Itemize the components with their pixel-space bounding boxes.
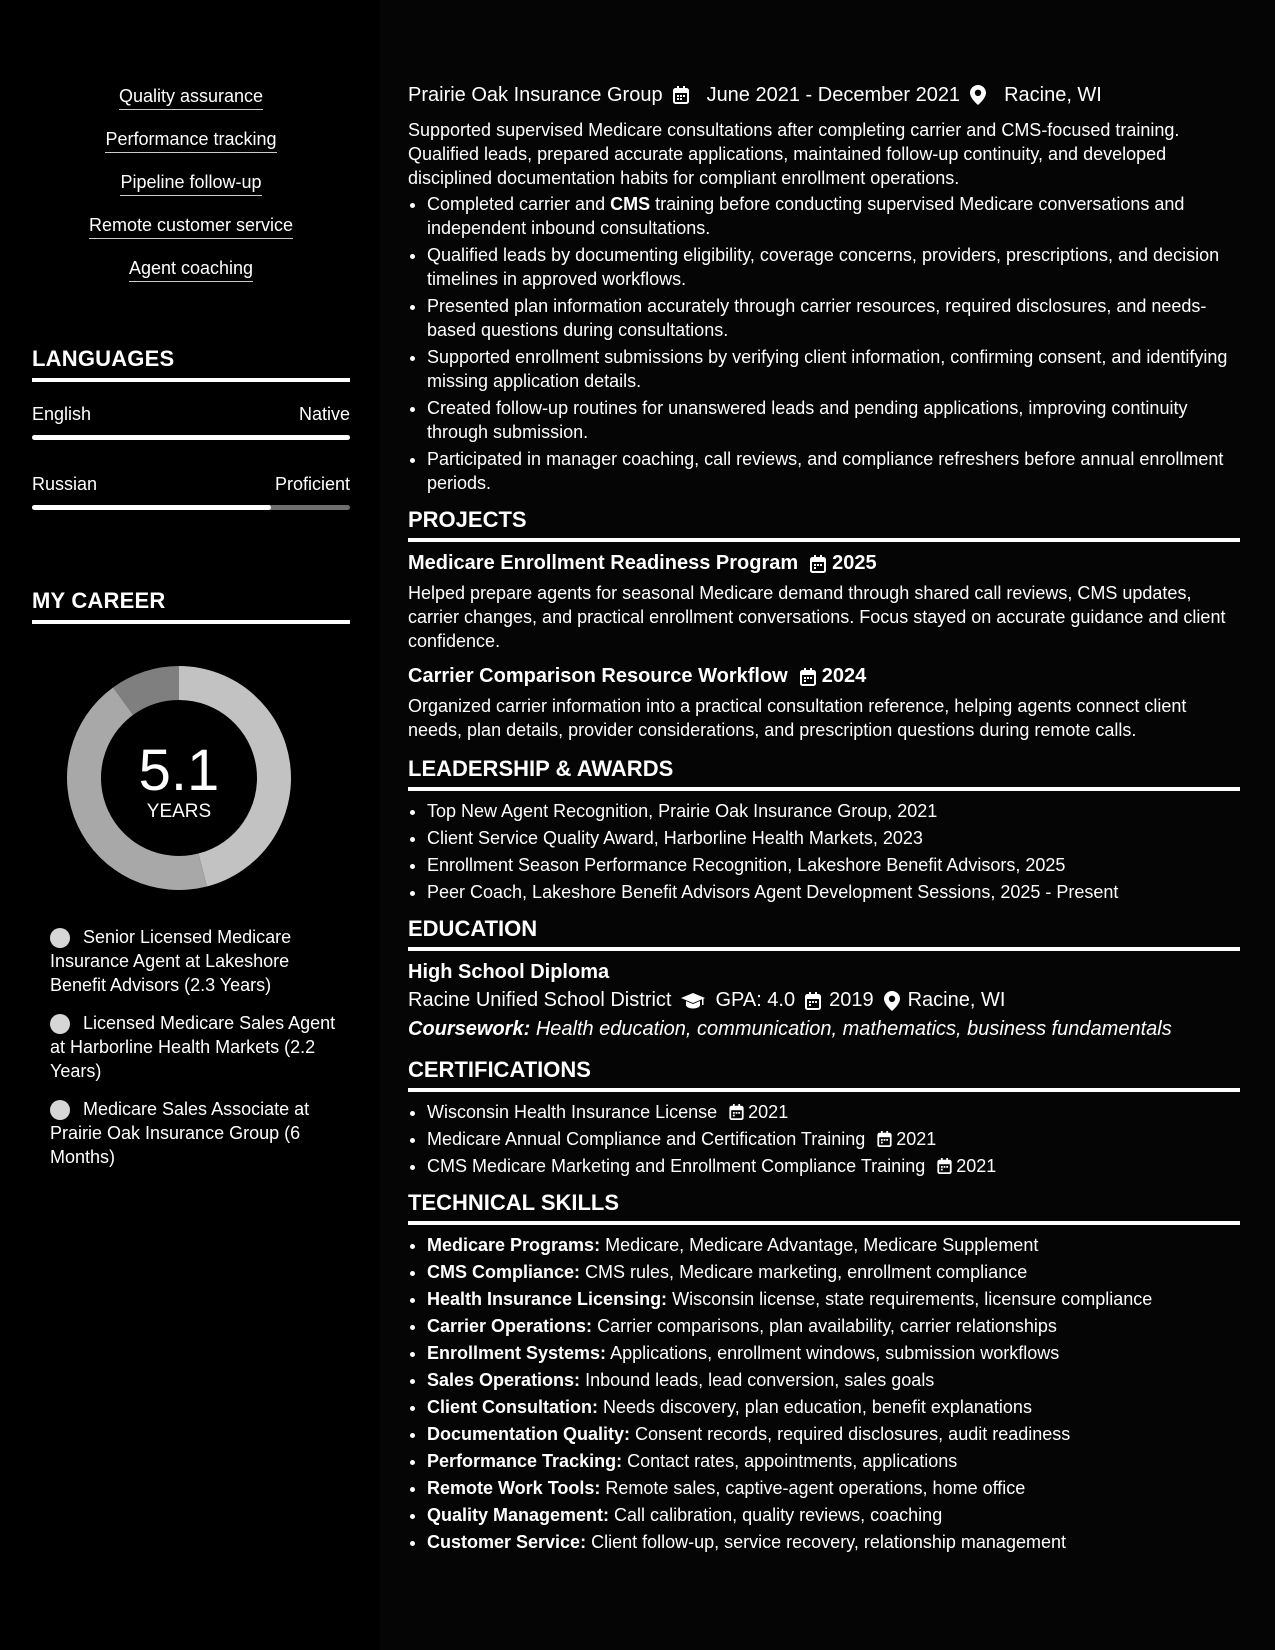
projects-heading: PROJECTS	[408, 507, 1240, 542]
skill-label: Enrollment Systems:	[427, 1343, 607, 1363]
project-description: Organized carrier information into a practical consultation reference, helping agents connect client needs, plan details, provider considerations, and prescription questions during remote calls.	[408, 696, 1187, 740]
calendar-icon	[937, 1158, 952, 1174]
skill-tag	[32, 86, 350, 110]
project-year: 2024	[821, 665, 867, 687]
education-coursework	[408, 1018, 1240, 1041]
career-total-value: 5.1	[138, 738, 220, 803]
skill-value: Wisconsin license, state requirements, licensure compliance	[672, 1289, 1153, 1309]
location-pin-icon	[884, 991, 908, 1011]
skill-label: Sales Operations:	[427, 1370, 581, 1390]
list-item: • Client Service Quality Award, Harborline Health Markets, 2023	[427, 826, 1240, 850]
skill-tag	[32, 129, 350, 153]
language-english	[32, 404, 350, 440]
skill-value: Consent records, required disclosures, audit readiness	[635, 1424, 1071, 1444]
languages-heading: LANGUAGES	[32, 346, 350, 382]
career-dot	[50, 928, 70, 948]
bullet-text: Presented plan information accurately through carrier resources, required disclosures, and needs-based questions during consultations.	[427, 296, 1207, 340]
list-item	[427, 1422, 1240, 1446]
list-item	[427, 192, 1240, 240]
certification-year: 2021	[896, 1129, 937, 1149]
skill-label: Documentation Quality:	[427, 1424, 631, 1444]
list-item	[427, 243, 1240, 291]
career-item-text: Senior Licensed Medicare Insurance Agent at Lakeshore Benefit Advisors (2.3 Years)	[50, 927, 292, 995]
calendar-icon	[729, 1104, 744, 1120]
language-bar	[32, 435, 350, 440]
project-title-row	[408, 552, 1240, 575]
technical-skills-list	[408, 1233, 1240, 1554]
skill-tag-label: Pipeline follow-up	[120, 172, 261, 196]
skill-value: Medicare, Medicare Advantage, Medicare Supplement	[605, 1235, 1039, 1255]
job-company: Prairie Oak Insurance Group	[408, 83, 663, 106]
language-name: English	[32, 404, 92, 424]
coursework-text: Health education, communication, mathematics, business fundamentals	[535, 1018, 1172, 1040]
certifications-list	[408, 1100, 1240, 1178]
certification-year: 2021	[748, 1102, 789, 1122]
skill-value: Applications, enrollment windows, submission workflows	[610, 1343, 1060, 1363]
project-title: Medicare Enrollment Readiness Program	[408, 552, 799, 574]
skill-tag-label: Agent coaching	[129, 258, 253, 282]
list-item	[427, 1341, 1240, 1365]
list-item	[427, 1314, 1240, 1338]
list-item	[427, 1476, 1240, 1500]
certification-name: • Medicare Annual Compliance and Certification Training	[427, 1129, 866, 1149]
skill-tag	[32, 215, 350, 239]
skill-label: Performance Tracking:	[427, 1451, 623, 1471]
career-item-text: Medicare Sales Associate at Prairie Oak Insurance Group (6 Months)	[50, 1099, 310, 1167]
language-russian	[32, 474, 350, 510]
language-bar	[32, 505, 350, 510]
list-item	[427, 1100, 1240, 1124]
awards-list	[408, 799, 1240, 904]
bullet-text: Participated in manager coaching, call reviews, and compliance refreshers before annual enrollment periods.	[427, 449, 1224, 493]
language-level: Proficient	[274, 474, 350, 494]
education-gpa: GPA: 4.0	[715, 989, 796, 1011]
calendar-icon	[805, 992, 829, 1010]
skill-value: Contact rates, appointments, applications	[627, 1451, 958, 1471]
bullet-text: Completed carrier and	[427, 194, 611, 214]
list-item	[427, 1530, 1240, 1554]
skill-tag-label: Performance tracking	[105, 129, 276, 153]
calendar-icon	[877, 1131, 892, 1147]
job-bullets	[408, 192, 1240, 495]
list-item: • Top New Agent Recognition, Prairie Oak Insurance Group, 2021	[427, 799, 1240, 823]
list-item	[427, 345, 1240, 393]
education-details	[408, 989, 1240, 1012]
bullet-text: Qualified leads by documenting eligibility, coverage concerns, providers, prescriptions, and decision timelines in approved workflows.	[427, 245, 1220, 289]
list-item: • Enrollment Season Performance Recognition, Lakeshore Benefit Advisors, 2025	[427, 853, 1240, 877]
skill-tags	[32, 86, 350, 301]
job-summary: Supported supervised Medicare consultations after completing carrier and CMS-focused training. Qualified leads, prepared accurate applications, maintained follow-up continuity, and developed disciplined documentation habits for compliant enrollment operations.	[408, 120, 1180, 188]
list-item: • Peer Coach, Lakeshore Benefit Advisors Agent Development Sessions, 2025 - Present	[427, 880, 1240, 904]
bullet-text: Created follow-up routines for unanswered leads and pending applications, improving continuity through submission.	[427, 398, 1188, 442]
project-title: Carrier Comparison Resource Workflow	[408, 665, 788, 687]
main-content	[408, 80, 1240, 1557]
list-item	[427, 1127, 1240, 1151]
bullet-text: Supported enrollment submissions by verifying client information, confirming consent, and identifying missing application details.	[427, 347, 1228, 391]
career-item	[50, 925, 340, 997]
graduation-cap-icon	[681, 992, 715, 1010]
skill-value: Carrier comparisons, plan availability, carrier relationships	[597, 1316, 1057, 1336]
skill-label: Health Insurance Licensing:	[427, 1289, 668, 1309]
skill-label: CMS Compliance:	[427, 1262, 581, 1282]
job-header	[408, 80, 1240, 110]
career-item	[50, 1011, 340, 1083]
awards-heading: LEADERSHIP & AWARDS	[408, 756, 1240, 791]
skill-tag-label: Quality assurance	[119, 86, 263, 110]
list-item	[427, 1368, 1240, 1392]
skill-tag	[32, 172, 350, 196]
education-heading: EDUCATION	[408, 916, 1240, 951]
list-item	[427, 447, 1240, 495]
project-description: Helped prepare agents for seasonal Medicare demand through shared call reviews, CMS updates, carrier changes, and practical enrollment conversations. Focus stayed on accurate guidance and client confidence.	[408, 583, 1226, 651]
project-year: 2025	[832, 552, 877, 574]
career-dot	[50, 1100, 70, 1120]
skill-label: Quality Management:	[427, 1505, 610, 1525]
bullet-bold: CMS	[610, 194, 651, 214]
calendar-icon	[673, 86, 697, 104]
list-item	[427, 1449, 1240, 1473]
career-total-unit: YEARS	[146, 801, 212, 822]
skill-value: Call calibration, quality reviews, coaching	[614, 1505, 943, 1525]
job-location: Racine, WI	[1004, 83, 1102, 106]
language-bar-fill	[32, 435, 350, 440]
career-item-text: Licensed Medicare Sales Agent at Harborline Health Markets (2.2 Years)	[50, 1013, 336, 1081]
education-location: Racine, WI	[907, 989, 1006, 1011]
career-heading: MY CAREER	[32, 588, 350, 624]
certification-year: 2021	[956, 1156, 997, 1176]
career-dot	[50, 1014, 70, 1034]
language-bar-fill	[32, 505, 271, 510]
location-pin-icon	[970, 85, 994, 105]
language-level: Native	[298, 404, 350, 424]
skill-value: Remote sales, captive-agent operations, home office	[605, 1478, 1026, 1498]
education-year: 2019	[829, 989, 874, 1011]
list-item	[427, 1287, 1240, 1311]
job-dates: June 2021 - December 2021	[706, 83, 961, 106]
education-degree: High School Diploma	[408, 961, 610, 983]
skill-tag	[32, 258, 350, 282]
language-name: Russian	[32, 474, 98, 494]
skill-value: Client follow-up, service recovery, relationship management	[591, 1532, 1066, 1552]
project-title-row	[408, 665, 1240, 688]
certification-name: • CMS Medicare Marketing and Enrollment Compliance Training	[427, 1156, 926, 1176]
list-item	[427, 1154, 1240, 1178]
skill-tag-label: Remote customer service	[89, 215, 293, 239]
skill-label: Medicare Programs:	[427, 1235, 601, 1255]
certifications-heading: CERTIFICATIONS	[408, 1057, 1240, 1092]
coursework-label: Coursework:	[408, 1018, 531, 1040]
education-school: Racine Unified School District	[408, 989, 672, 1011]
calendar-icon	[800, 668, 816, 686]
skill-value: Inbound leads, lead conversion, sales goals	[585, 1370, 935, 1390]
technical-skills-heading: TECHNICAL SKILLS	[408, 1190, 1240, 1225]
list-item	[427, 1260, 1240, 1284]
list-item	[427, 294, 1240, 342]
skill-label: Remote Work Tools:	[427, 1478, 601, 1498]
calendar-icon	[810, 555, 826, 573]
career-item	[50, 1097, 340, 1169]
bullet-text: training before conducting supervised Medicare conversations and independent inbound consultations.	[427, 194, 1185, 238]
career-total	[66, 665, 292, 891]
list-item	[427, 1395, 1240, 1419]
skill-label: Client Consultation:	[427, 1397, 598, 1417]
skill-label: Carrier Operations:	[427, 1316, 593, 1336]
certification-name: • Wisconsin Health Insurance License	[427, 1102, 718, 1122]
list-item	[427, 1503, 1240, 1527]
skill-value: Needs discovery, plan education, benefit explanations	[603, 1397, 1032, 1417]
career-list	[50, 925, 340, 1183]
list-item	[427, 1233, 1240, 1257]
skill-label: Customer Service:	[427, 1532, 587, 1552]
skill-value: CMS rules, Medicare marketing, enrollment compliance	[585, 1262, 1028, 1282]
list-item	[427, 396, 1240, 444]
